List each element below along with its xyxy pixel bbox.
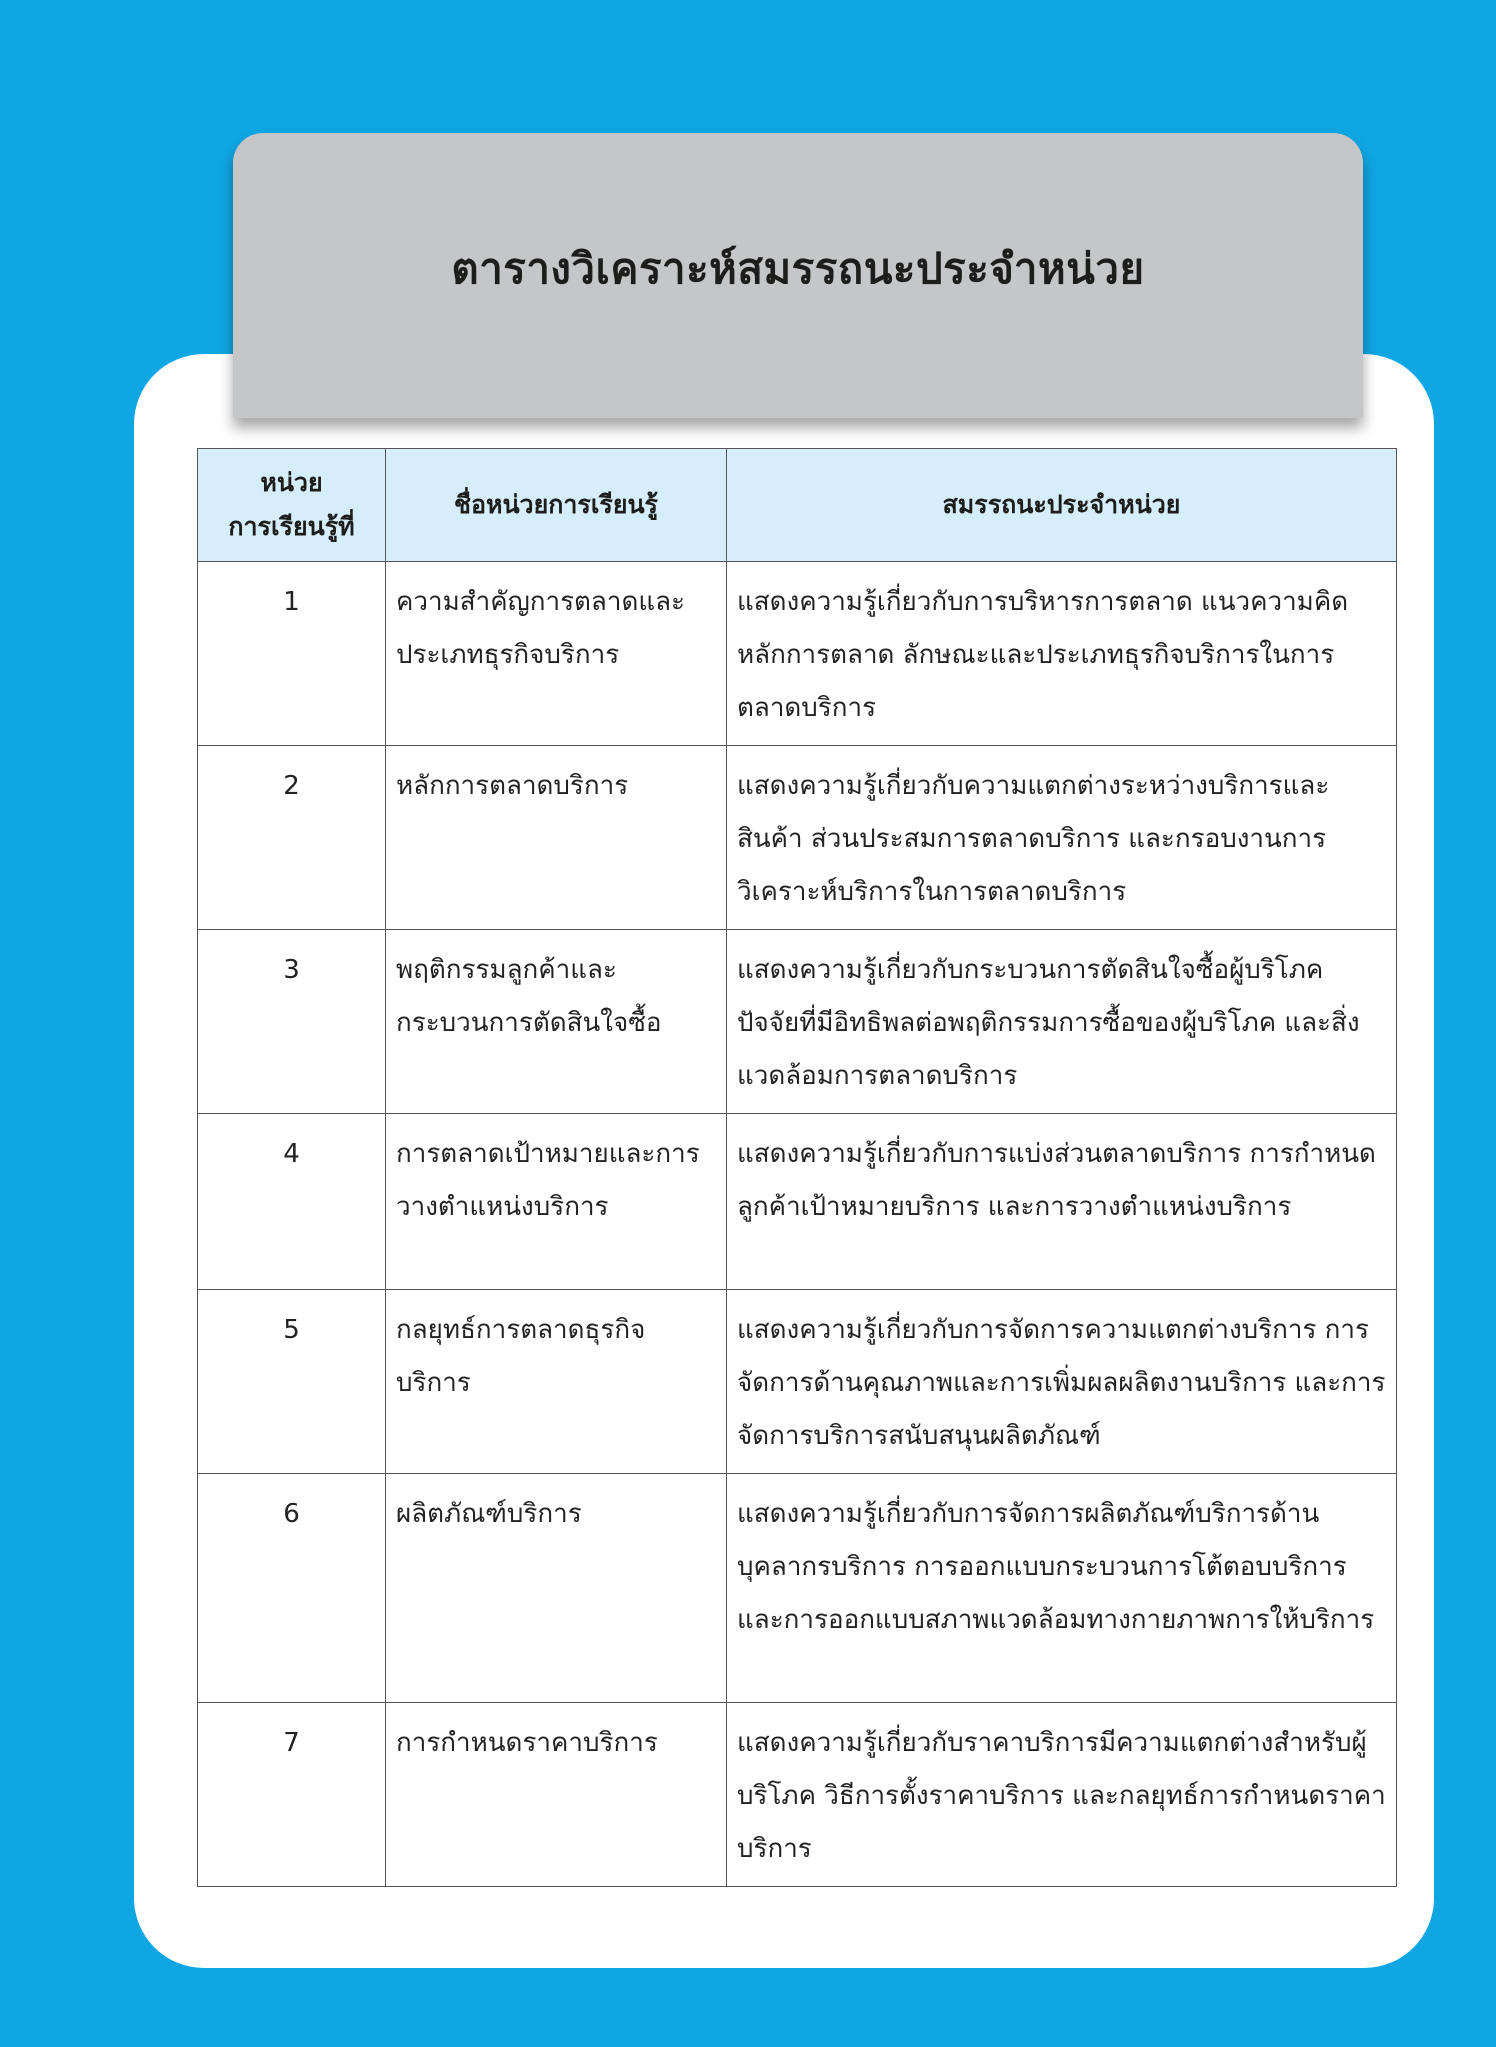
table-row bbox=[198, 746, 1397, 930]
unit-number: 2 bbox=[198, 746, 386, 930]
header-competency: สมรรถนะประจำหน่วย bbox=[727, 449, 1397, 562]
header-unit-number-line: หน่วย bbox=[260, 468, 323, 497]
unit-name: ความสำคัญการตลาดและประเภทธุรกิจบริการ bbox=[386, 562, 727, 746]
table-row bbox=[198, 1114, 1397, 1290]
unit-name: กลยุทธ์การตลาดธุรกิจบริการ bbox=[386, 1290, 727, 1474]
unit-competency: แสดงความรู้เกี่ยวกับการจัดการความแตกต่างบริการ การจัดการด้านคุณภาพและการเพิ่มผลผลิตงานบริการ และการจัดการบริการสนับสนุนผลิตภัณฑ์ bbox=[727, 1290, 1397, 1474]
table-row bbox=[198, 1703, 1397, 1887]
unit-competency: แสดงความรู้เกี่ยวกับการแบ่งส่วนตลาดบริการ การกำหนดลูกค้าเป้าหมายบริการ และการวางตำแหน่งบริการ bbox=[727, 1114, 1397, 1290]
unit-number: 4 bbox=[198, 1114, 386, 1290]
table-row bbox=[198, 1290, 1397, 1474]
table-row bbox=[198, 930, 1397, 1114]
unit-name: พฤติกรรมลูกค้าและกระบวนการตัดสินใจซื้อ bbox=[386, 930, 727, 1114]
unit-number: 1 bbox=[198, 562, 386, 746]
unit-name: การตลาดเป้าหมายและการวางตำแหน่งบริการ bbox=[386, 1114, 727, 1290]
unit-competency: แสดงความรู้เกี่ยวกับราคาบริการมีความแตกต่างสำหรับผู้บริโภค วิธีการตั้งราคาบริการ และกลยุทธ์การกำหนดราคาบริการ bbox=[727, 1703, 1397, 1887]
unit-competency: แสดงความรู้เกี่ยวกับกระบวนการตัดสินใจซื้อผู้บริโภค ปัจจัยที่มีอิทธิพลต่อพฤติกรรมการซื้อของผู้บริโภค และสิ่งแวดล้อมการตลาดบริการ bbox=[727, 930, 1397, 1114]
unit-number: 5 bbox=[198, 1290, 386, 1474]
unit-number: 6 bbox=[198, 1474, 386, 1703]
table-header-row bbox=[198, 449, 1397, 562]
unit-number: 3 bbox=[198, 930, 386, 1114]
unit-name: หลักการตลาดบริการ bbox=[386, 746, 727, 930]
unit-competency: แสดงความรู้เกี่ยวกับการบริหารการตลาด แนวความคิด หลักการตลาด ลักษณะและประเภทธุรกิจบริการในการตลาดบริการ bbox=[727, 562, 1397, 746]
unit-competency: แสดงความรู้เกี่ยวกับความแตกต่างระหว่างบริการและสินค้า ส่วนประสมการตลาดบริการ และกรอบงานการวิเคราะห์บริการในการตลาดบริการ bbox=[727, 746, 1397, 930]
page-title: ตารางวิเคราะห์สมรรถนะประจำหน่วย bbox=[451, 243, 1145, 293]
title-tab bbox=[233, 133, 1363, 418]
unit-number: 7 bbox=[198, 1703, 386, 1887]
unit-competency: แสดงความรู้เกี่ยวกับการจัดการผลิตภัณฑ์บริการด้านบุคลากรบริการ การออกแบบกระบวนการโต้ตอบบริการ และการออกแบบสภาพแวดล้อมทางกายภาพการให้บริการ bbox=[727, 1474, 1397, 1703]
unit-name: ผลิตภัณฑ์บริการ bbox=[386, 1474, 727, 1703]
header-unit-number bbox=[198, 449, 386, 562]
unit-name: การกำหนดราคาบริการ bbox=[386, 1703, 727, 1887]
table-row bbox=[198, 562, 1397, 746]
header-unit-number-line: การเรียนรู้ที่ bbox=[228, 512, 355, 541]
competency-table bbox=[197, 448, 1397, 1887]
table-row bbox=[198, 1474, 1397, 1703]
header-unit-name: ชื่อหน่วยการเรียนรู้ bbox=[386, 449, 727, 562]
